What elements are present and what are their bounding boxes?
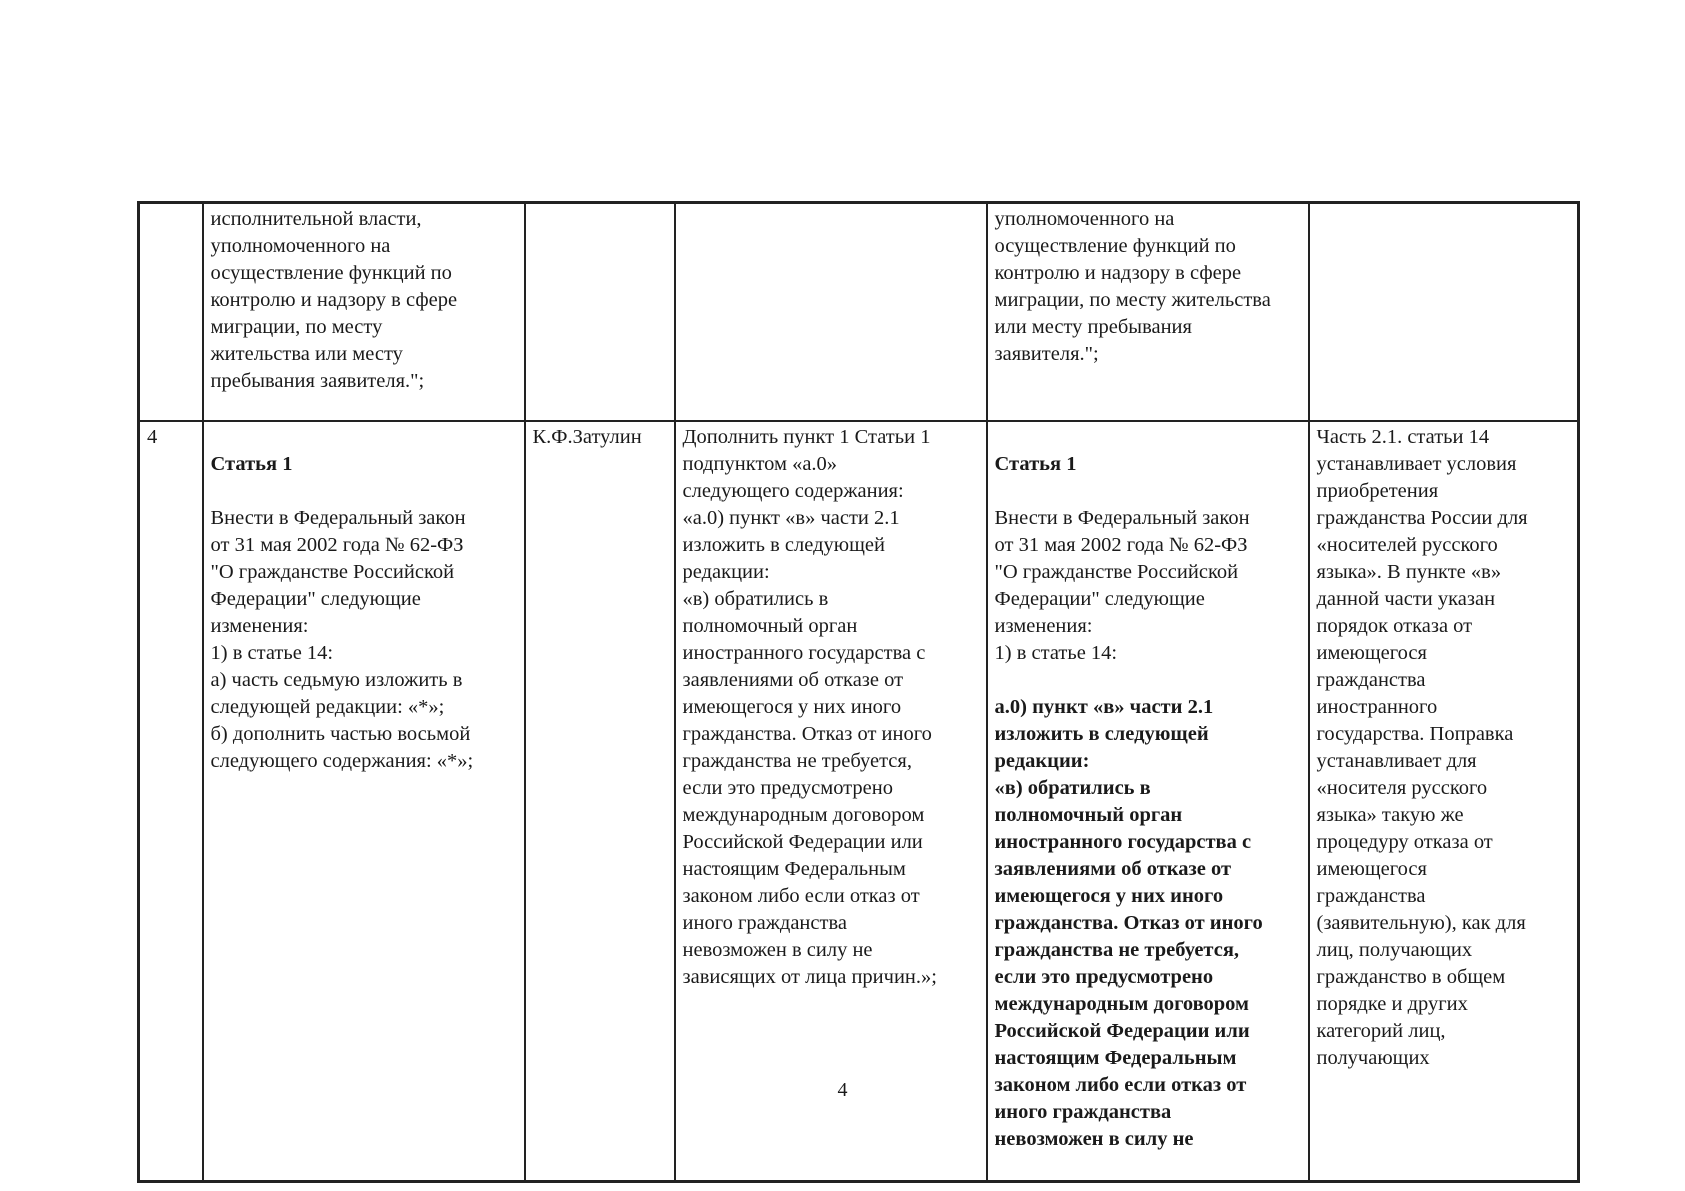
table-row-4 <box>139 421 1579 1182</box>
cell-author <box>525 203 675 422</box>
amendments-table <box>137 201 1580 1183</box>
cell-comment <box>1309 203 1579 422</box>
law-article-text: Внести в Федеральный закон от 31 мая 2002 года № 62-ФЗ "О гражданстве Российской Федерации" следующие изменения: 1) в статье 14: а) часть седьмую изложить в следующей редакции: «*»; б) дополнить частью восьмой следующего содержания: «*»; <box>210 507 474 772</box>
cell-number <box>139 203 203 422</box>
cell-law-text: исполнительной власти, уполномоченного на осуществление функций по контролю и надзору в сфере миграции, по месту жительства или месту пребывания заявителя."; <box>203 203 525 422</box>
revised-amendment-bold-text: а.0) пункт «в» части 2.1 изложить в следующей редакции: «в) обратились в полномочный орган иностранного государства с заявлениями об отказе от имеющегося у них иного гражданства. Отказ от иного гражданства не требуется, если это предусмотрено международным договором Российской Федерации или настоящим Федеральным законом либо если отказ от иного гражданства невозможен в силу не <box>994 696 1263 1150</box>
author-cell: К.Ф.Затулин <box>525 421 675 1182</box>
cell-revised-text: уполномоченного на осуществление функций по контролю и надзору в сфере миграции, по месту жительства или месту пребывания заявителя."; <box>987 203 1309 422</box>
comment-cell: Часть 2.1. статьи 14 устанавливает условия приобретения гражданства России для «носителей русского языка». В пункте «в» данной части указан порядок отказа от имеющегося гражданства иностранного государства. Поправка устанавливает для «носителя русского языка» такую же процедуру отказа от имеющегося гражданства (заявительную), как для лиц, получающих гражданство в общем порядке и других категорий лиц, получающих <box>1309 421 1579 1182</box>
law-text-cell <box>203 421 525 1182</box>
revised-article-heading: Статья 1 <box>994 453 1077 475</box>
amendment-cell: Дополнить пункт 1 Статьи 1 подпунктом «а.0» следующего содержания: «а.0) пункт «в» части 2.1 изложить в следующей редакции: «в) обратились в полномочный орган иностранного государства с заявлениями об отказе от имеющегося у них иного гражданства. Отказ от иного гражданства не требуется, если это предусмотрено международным договором Российской Федерации или настоящим Федеральным законом либо если отказ от иного гражданства невозможен в силу не зависящих от лица причин.»; <box>675 421 987 1182</box>
cell-amendment <box>675 203 987 422</box>
revised-text-cell <box>987 421 1309 1182</box>
law-article-heading: Статья 1 <box>210 453 293 475</box>
page-number: 4 <box>837 1079 848 1101</box>
table-row-continued <box>139 203 1579 422</box>
revised-article-text: Внести в Федеральный закон от 31 мая 2002 года № 62-ФЗ "О гражданстве Российской Федерации" следующие изменения: 1) в статье 14: <box>994 507 1250 664</box>
row-number: 4 <box>139 421 203 1182</box>
